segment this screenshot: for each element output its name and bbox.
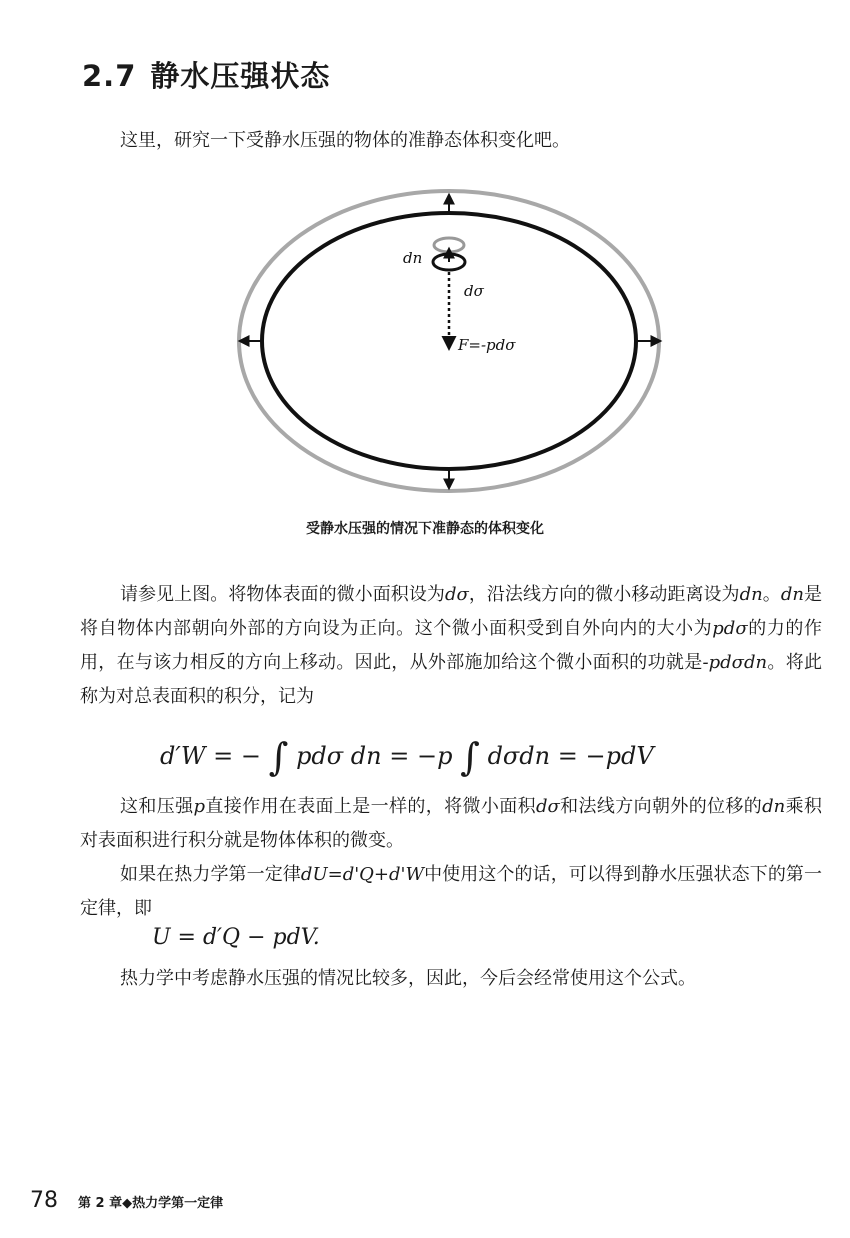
dn-label: dn: [403, 249, 423, 267]
section-heading: [82, 54, 330, 95]
page-footer: [30, 1188, 223, 1213]
paragraph-3: 如果在热力学第一定律dU=d'Q+d'W中使用这个的话，可以得到静水压强状态下的第一定律，即: [80, 864, 823, 919]
intro-paragraph: 这里，研究一下受静水压强的物体的准静态体积变化吧。: [120, 130, 570, 151]
paragraph-4: 热力学中考虑静水压强的情况比较多，因此，今后会经常使用这个公式。: [120, 968, 696, 989]
chapter-label: 第 2 章◆热力学第一定律: [78, 1196, 224, 1211]
figure-caption: 受静水压强的情况下准静态的体积变化: [306, 521, 544, 537]
pressure-figure: [228, 186, 678, 498]
dsigma-label: dσ: [464, 282, 484, 300]
section-title: 静水压强状态: [150, 59, 331, 93]
paragraph-2: 这和压强p直接作用在表面上是一样的，将微小面积dσ和法线方向朝外的位移的dn乘积对表面积进行积分就是物体体积的微变。: [80, 796, 823, 851]
equation-first-law: U = d′Q − pdV.: [152, 925, 320, 950]
force-label: F=-pdσ: [458, 336, 516, 354]
paragraph-1: 请参见上图。将物体表面的微小面积设为dσ，沿法线方向的微小移动距离设为dn。dn是将自物体内部朝向外部的方向设为正向。这个微小面积受到自外向内的大小为pdσ的力的作用，在与该力相反的方向上移动。因此，从外部施加给这个微小面积的功就是-pdσdn。将此称为对总表面积的积分，记为: [80, 584, 823, 707]
page-number: 78: [30, 1188, 58, 1213]
equation-work: d′W = − ∫ pdσ dn = −p ∫ dσdn = −pdV: [160, 735, 654, 779]
section-number: 2.7: [82, 59, 137, 93]
